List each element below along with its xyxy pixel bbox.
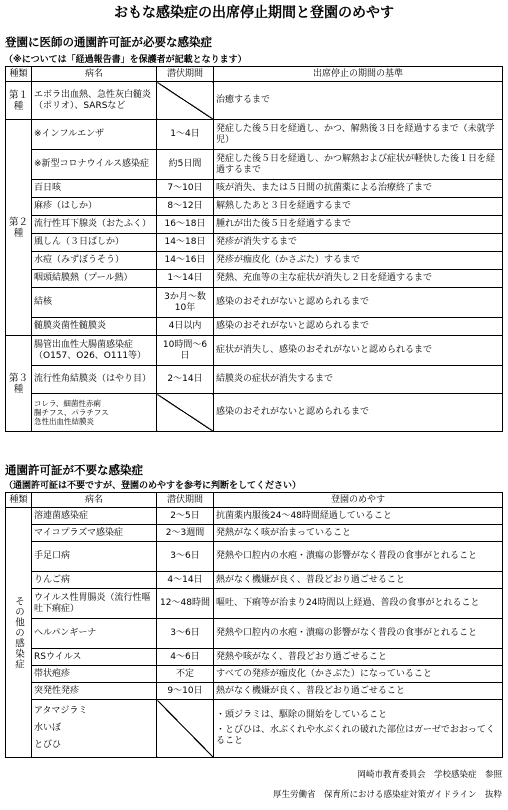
table-row — [6, 649, 503, 666]
disease-name: 結核 — [32, 288, 157, 318]
table-header-row — [6, 493, 503, 508]
incubation-period: 16〜18日 — [157, 216, 214, 234]
incubation-period: 3か月〜数10年 — [157, 288, 214, 318]
category-other: その他の感染症 — [6, 508, 32, 758]
incubation-period: 4〜6日 — [157, 649, 214, 666]
guideline-group — [214, 700, 503, 758]
guideline: 抗菌薬内服後24〜48時間経過していること — [214, 508, 503, 525]
disease-name: 突発性発疹 — [32, 683, 157, 700]
disease-name: 水痘（みずぼうそう） — [32, 252, 157, 270]
disease-name-line: 水いぼ — [34, 723, 62, 733]
criteria: 咳が消失、または５日間の抗菌薬による治療終了まで — [214, 180, 503, 198]
incubation-period: 10時間〜6日 — [157, 336, 214, 366]
table-row — [6, 666, 503, 683]
incubation-period: 2〜14日 — [157, 366, 214, 394]
disease-name-line: アタマジラミ — [34, 706, 88, 716]
disease-name: 手足口病 — [32, 542, 157, 572]
header-criteria: 出席停止の期間の基準 — [214, 67, 503, 82]
guideline: 発熱や咳がなく、普段どおり過ごせること — [214, 649, 503, 666]
empty-period-cell — [157, 82, 214, 120]
disease-name: RSウイルス — [32, 649, 157, 666]
table-row — [6, 525, 503, 542]
disease-name-line: 急性出血性結膜炎 — [34, 417, 94, 426]
incubation-period: 8〜12日 — [157, 198, 214, 216]
guideline-line: ・とびひは、水ぶくれや水ぶくれの破れた部位はガーゼでおおってくること — [216, 725, 495, 746]
criteria: 発疹が痂皮化（かさぶた）するまで — [214, 252, 503, 270]
incubation-period: 9〜10日 — [157, 683, 214, 700]
incubation-period: 14〜18日 — [157, 234, 214, 252]
section1-note: （※については「経過報告書」を保護者が記載となります） — [4, 55, 247, 65]
table-row — [6, 82, 503, 120]
incubation-period: 4日以内 — [157, 318, 214, 336]
table-row — [6, 216, 503, 234]
criteria: 感染のおそれがないと認められるまで — [214, 288, 503, 318]
section1-table — [5, 66, 503, 432]
table-row — [6, 198, 503, 216]
disease-name: 麻疹（はしか） — [32, 198, 157, 216]
table-row — [6, 394, 503, 432]
disease-name: ヘルパンギーナ — [32, 619, 157, 649]
section2-note: （通園許可証は不要ですが、登園のめやすを参考に判断をしてください） — [4, 481, 302, 491]
table-row — [6, 572, 503, 589]
guideline: 嘔吐、下痢等が治まり24時間以上経過、普段の食事がとれること — [214, 589, 503, 619]
table-row — [6, 180, 503, 198]
guideline: 発熱や口腔内の水疱・潰瘍の影響がなく普段の食事がとれること — [214, 542, 503, 572]
section2-table — [5, 492, 503, 758]
incubation-period: 1〜4日 — [157, 120, 214, 150]
section2-heading: 通園許可証が不要な感染症 — [5, 463, 143, 477]
disease-name: 腸管出血性大腸菌感染症（O157、O26、O111等） — [32, 336, 157, 366]
disease-name: マイコプラズマ感染症 — [32, 525, 157, 542]
category-3: 第３種 — [6, 336, 32, 432]
table-row — [6, 234, 503, 252]
header-disease: 病名 — [32, 493, 157, 508]
table-row — [6, 336, 503, 366]
disease-name-group — [32, 700, 157, 758]
guideline: 発熱や口腔内の水疱・潰瘍の影響がなく普段の食事がとれること — [214, 619, 503, 649]
header-category: 種類 — [6, 493, 32, 508]
table-row — [6, 150, 503, 180]
header-category: 種類 — [6, 67, 32, 82]
footer-source-1: 岡崎市教育委員会 学校感染症 参照 — [357, 770, 502, 780]
table-row — [6, 318, 503, 336]
page-title: おもな感染症の出席停止期間と登園のめやす — [114, 5, 394, 21]
disease-name: 流行性角結膜炎（はやり目） — [32, 366, 157, 394]
incubation-period: 1〜14日 — [157, 270, 214, 288]
disease-name: 流行性耳下腺炎（おたふく） — [32, 216, 157, 234]
incubation-period: 3〜6日 — [157, 542, 214, 572]
guideline: 熱がなく機嫌が良く、普段どおり過ごせること — [214, 683, 503, 700]
disease-name: 帯状疱疹 — [32, 666, 157, 683]
disease-name: ※新型コロナウイルス感染症 — [32, 150, 157, 180]
incubation-period: 12〜48時間 — [157, 589, 214, 619]
disease-name: 百日咳 — [32, 180, 157, 198]
criteria: 発疹が消失するまで — [214, 234, 503, 252]
incubation-period: 2〜3週間 — [157, 525, 214, 542]
disease-name: ※インフルエンザ — [32, 120, 157, 150]
disease-name-group — [32, 394, 157, 432]
criteria: 発熱、充血等の主な症状が消失し２日を経過するまで — [214, 270, 503, 288]
header-disease: 病名 — [32, 67, 157, 82]
table-row — [6, 288, 503, 318]
disease-name: 髄膜炎菌性髄膜炎 — [32, 318, 157, 336]
category-1: 第１種 — [6, 82, 32, 120]
disease-name-line: とびひ — [34, 740, 62, 750]
table-row — [6, 366, 503, 394]
section1-heading: 登園に医師の通園許可証が必要な感染症 — [5, 35, 212, 49]
table-header-row — [6, 67, 503, 82]
guideline-line: ・頭ジラミは、駆除の開始をしていること — [216, 710, 388, 720]
criteria: 腫れが出た後５日を経過するまで — [214, 216, 503, 234]
guideline: すべての発疹が痂皮化（かさぶた）になっていること — [214, 666, 503, 683]
category-2: 第２種 — [6, 120, 32, 336]
criteria: 解熱したあと３日を経過するまで — [214, 198, 503, 216]
criteria: 感染のおそれがないと認められるまで — [214, 394, 503, 432]
header-incubation: 潜伏期間 — [157, 493, 214, 508]
incubation-period: 4〜14日 — [157, 572, 214, 589]
table-row — [6, 542, 503, 572]
table-row — [6, 619, 503, 649]
guideline: 熱がなく機嫌が良く、普段どおり過ごせること — [214, 572, 503, 589]
criteria: 結膜炎の症状が消失するまで — [214, 366, 503, 394]
footer-source-2: 厚生労働省 保育所における感染症対策ガイドライン 抜粋 — [273, 790, 502, 800]
table-row — [6, 252, 503, 270]
disease-name: 溶連菌感染症 — [32, 508, 157, 525]
incubation-period: 3〜6日 — [157, 619, 214, 649]
criteria: 感染のおそれがないと認められるまで — [214, 318, 503, 336]
incubation-period: 約5日間 — [157, 150, 214, 180]
empty-period-cell — [157, 700, 214, 758]
criteria: 発症した後５日を経過し、かつ、解熱後３日を経過するまで（未就学児） — [214, 120, 503, 150]
table-row — [6, 270, 503, 288]
incubation-period: 2〜5日 — [157, 508, 214, 525]
empty-period-cell — [157, 394, 214, 432]
disease-name: エボラ出血熱、急性灰白髄炎（ポリオ）、SARSなど — [32, 82, 157, 120]
disease-name: りんご病 — [32, 572, 157, 589]
disease-name: ウイルス性胃腸炎（流行性嘔吐下痢症） — [32, 589, 157, 619]
incubation-period: 14〜16日 — [157, 252, 214, 270]
criteria: 治癒するまで — [214, 82, 503, 120]
incubation-period: 7〜10日 — [157, 180, 214, 198]
guideline: 発熱がなく咳が治まっていること — [214, 525, 503, 542]
header-guideline: 登園のめやす — [214, 493, 503, 508]
criteria: 発症した後５日を経過し、かつ解熱および症状が軽快した後１日を経過するまで — [214, 150, 503, 180]
incubation-period: 不定 — [157, 666, 214, 683]
header-incubation: 潜伏期間 — [157, 67, 214, 82]
table-row — [6, 589, 503, 619]
table-row — [6, 508, 503, 525]
disease-name: 咽頭結膜熱（プール熱） — [32, 270, 157, 288]
table-row — [6, 120, 503, 150]
disease-name-line: 腸チフス、パラチフス — [34, 408, 109, 417]
disease-name: 風しん（３日ばしか） — [32, 234, 157, 252]
table-row — [6, 683, 503, 700]
criteria: 症状が消失し、感染のおそれがないと認められるまで — [214, 336, 503, 366]
disease-name-line: コレラ、細菌性赤痢 — [34, 399, 101, 408]
table-row — [6, 700, 503, 758]
